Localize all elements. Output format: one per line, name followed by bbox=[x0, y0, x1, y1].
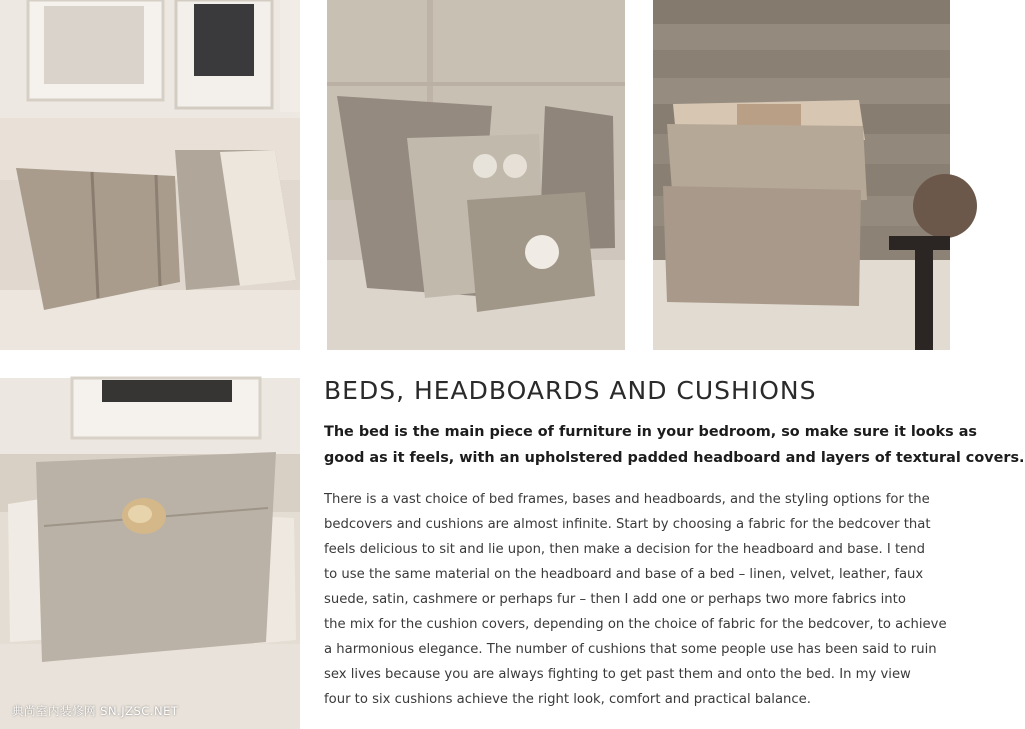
site-watermark: 典尚室内装修网 SN.JZSC.NET bbox=[12, 704, 179, 718]
article-lead bbox=[324, 419, 1025, 471]
photo-cushion-shell-clasp bbox=[0, 378, 300, 729]
body-line: bedcovers and cushions are almost infinite. Start by choosing a fabric for the bedcover that bbox=[324, 517, 931, 532]
article bbox=[324, 376, 1025, 712]
lead-line: good as it feels, with an upholstered padded headboard and layers of textural covers. bbox=[324, 450, 1025, 466]
body-line: four to six cushions achieve the right look, comfort and practical balance. bbox=[324, 692, 811, 707]
body-line: a harmonious elegance. The number of cushions that some people use has been said to ruin bbox=[324, 642, 937, 657]
body-line: There is a vast choice of bed frames, bases and headboards, and the styling options for the bbox=[324, 492, 930, 507]
photo-cushions-shell-buttons bbox=[327, 0, 625, 350]
body-line: sex lives because you are always fighting to get past them and onto the bed. In my view bbox=[324, 667, 911, 682]
lead-line: The bed is the main piece of furniture in your bedroom, so make sure it looks as bbox=[324, 424, 977, 440]
body-line: suede, satin, cashmere or perhaps fur – then I add one or perhaps two more fabrics into bbox=[324, 592, 906, 607]
body-line: the mix for the cushion covers, depending on the choice of fabric for the bedcover, to achieve bbox=[324, 617, 947, 632]
photo-cushions-wood-panel bbox=[653, 0, 950, 350]
article-heading: BEDS, HEADBOARDS AND CUSHIONS bbox=[324, 376, 817, 405]
body-line: to use the same material on the headboard and base of a bed – linen, velvet, leather, faux bbox=[324, 567, 924, 582]
article-body bbox=[324, 487, 950, 712]
body-line: feels delicious to sit and lie upon, then make a decision for the headboard and base. I tend bbox=[324, 542, 926, 557]
photo-cushions-striped-sofa bbox=[0, 0, 300, 350]
